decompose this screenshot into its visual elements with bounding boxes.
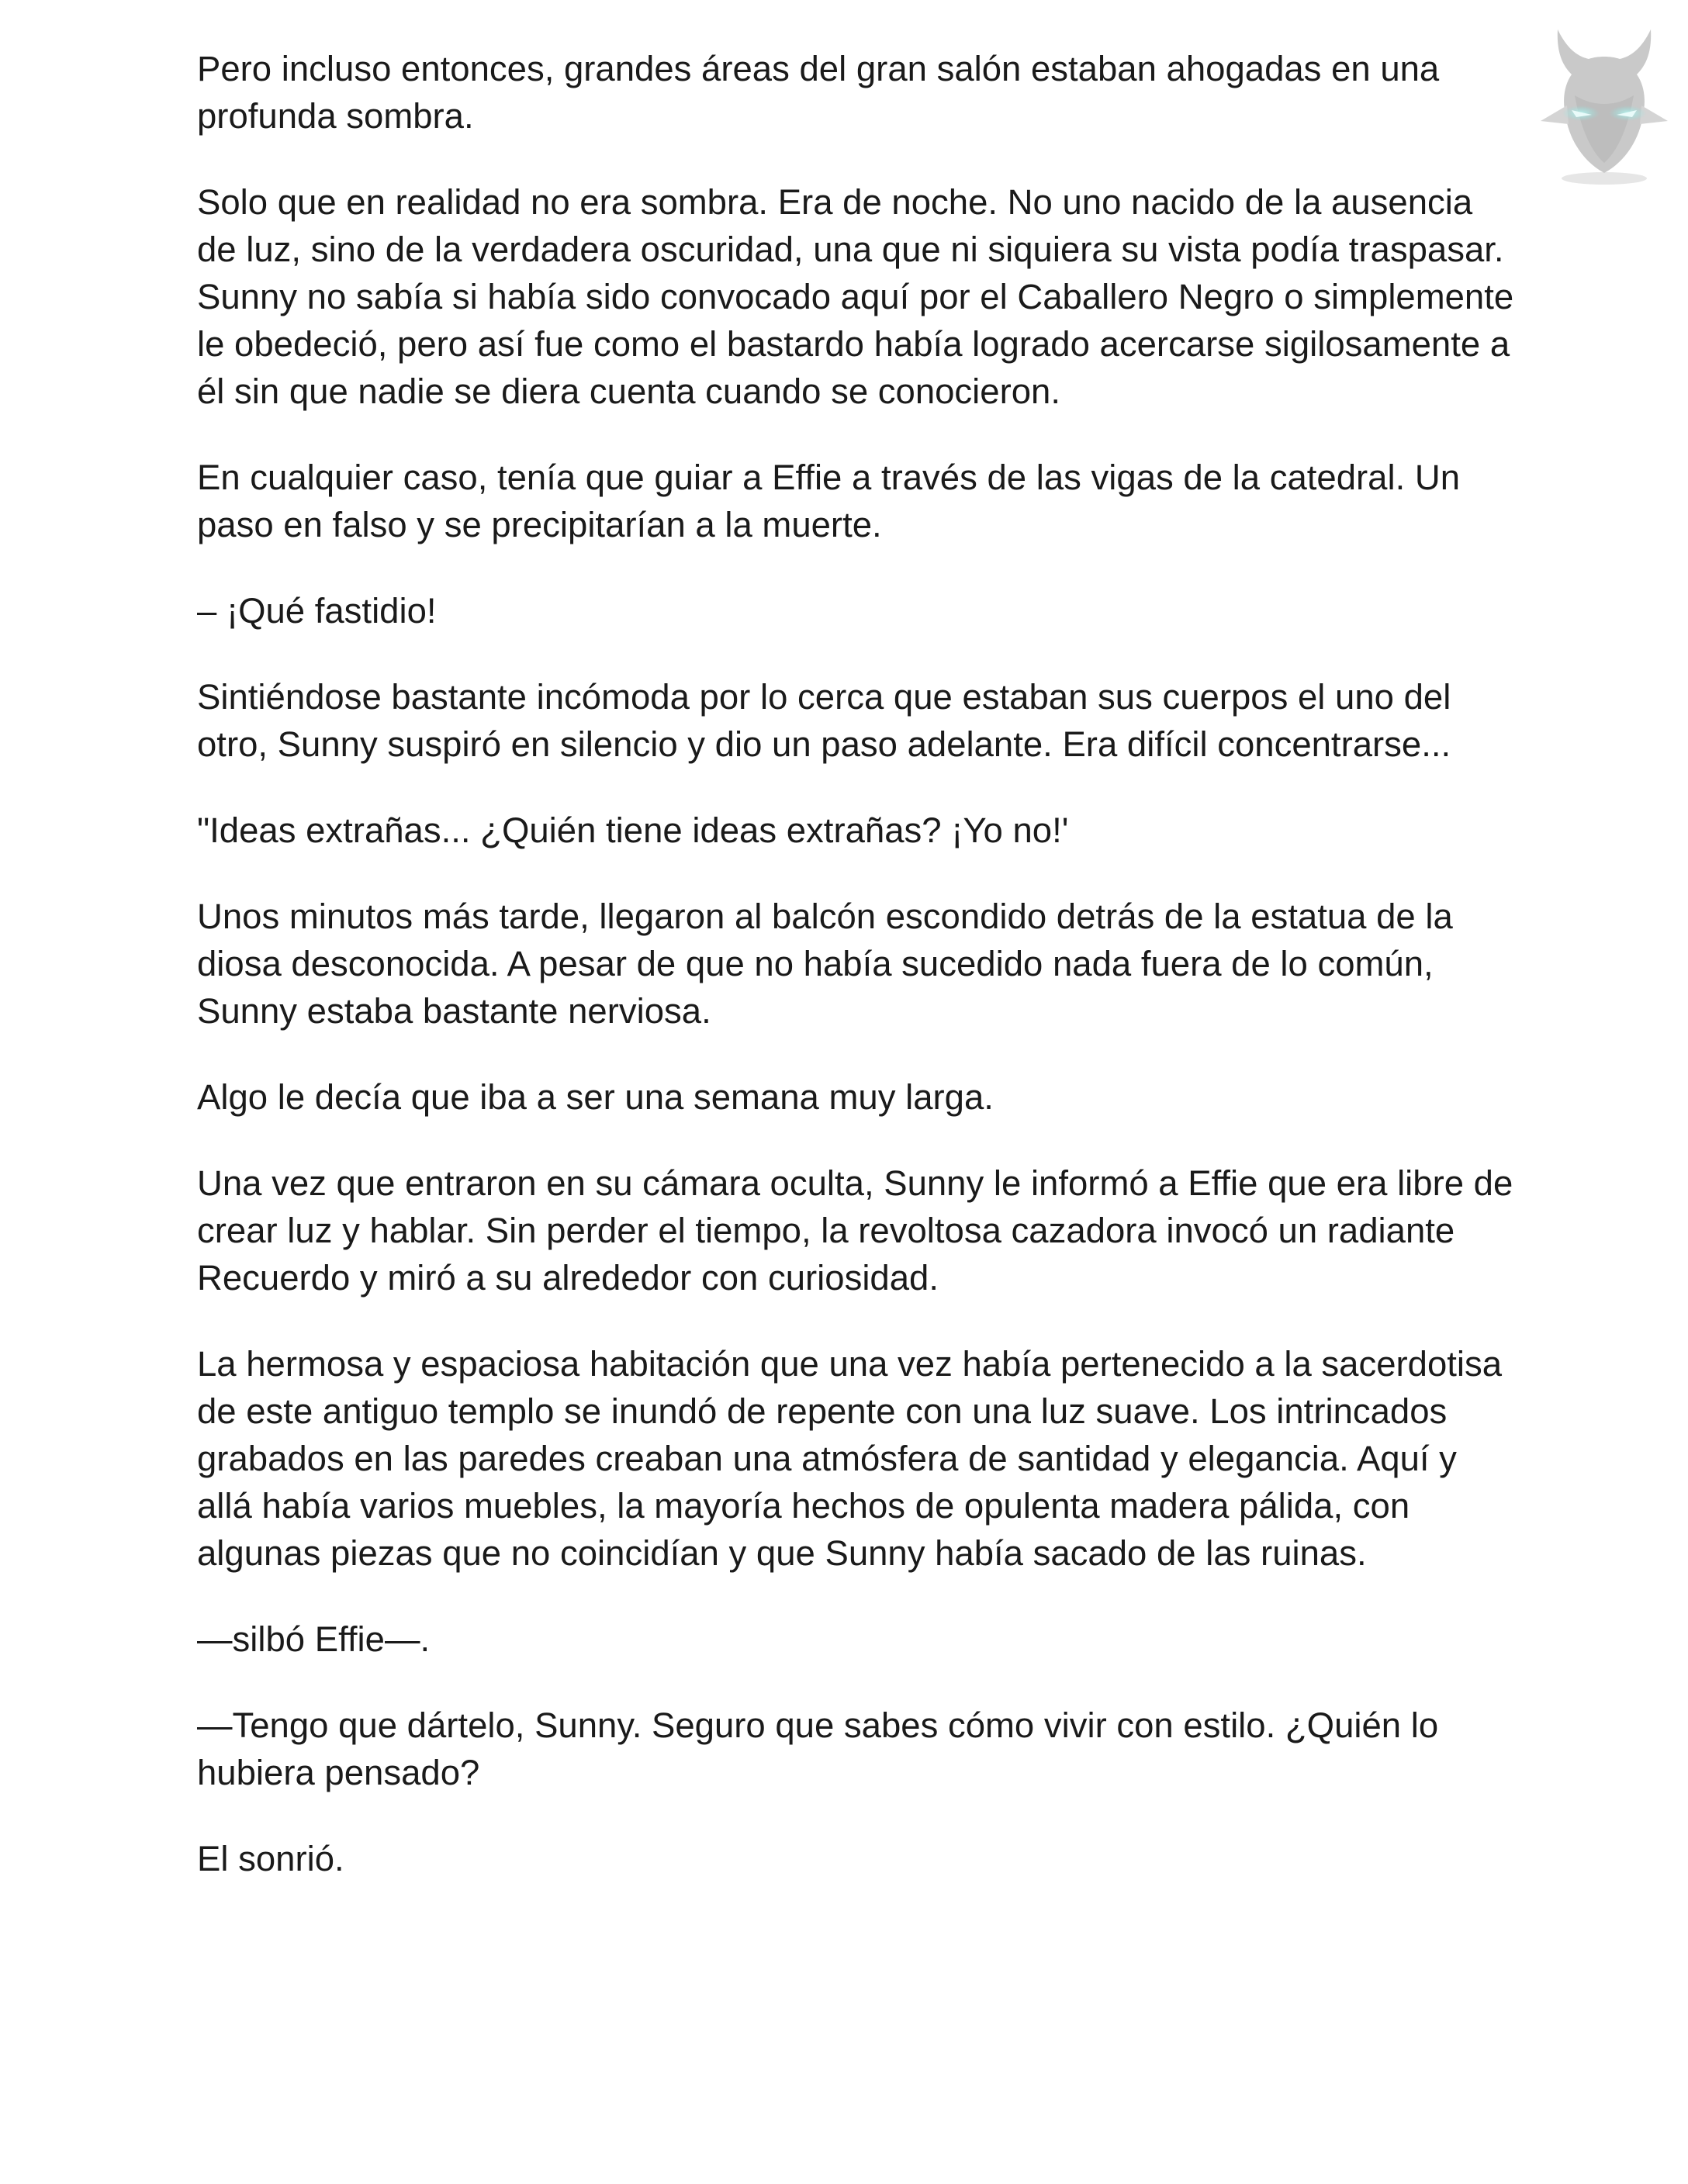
paragraph-10: La hermosa y espaciosa habitación que una vez había pertenecido a la sacerdotisa de este antiguo templo se inundó de repente con una luz suave. Los intrincados grabados en las paredes creaban una atmósfera de santidad y elegancia. Aquí y allá había varios muebles, la mayoría hechos de opulenta madera pálida, con algunas piezas que no coincidían y que Sunny había sacado de las ruinas. bbox=[197, 1344, 1503, 1573]
paragraph-11: —silbó Effie—. bbox=[197, 1619, 431, 1659]
paragraph-3: En cualquier caso, tenía que guiar a Effie a través de las vigas de la catedral. Un paso en falso y se precipitarían a la muerte. bbox=[197, 458, 1461, 544]
demon-head-icon bbox=[1534, 14, 1674, 188]
paragraph-9: Una vez que entraron en su cámara oculta, Sunny le informó a Effie que era libre de crear luz y hablar. Sin perder el tiempo, la revoltosa cazadora invocó un radiante Recuerdo y miró a su alrededor con curiosidad. bbox=[197, 1163, 1513, 1298]
paragraph-2: Solo que en realidad no era sombra. Era de noche. No uno nacido de la ausencia de luz, sino de la verdadera oscuridad, una que ni siquiera su vista podía traspasar. Sunny no sabía si había sido convocado aquí por el Caballero Negro o simplemente le obedeció, pero así fue como el bastardo había logrado acercarse sigilosamente a él sin que nadie se diera cuenta cuando se conocieron. bbox=[197, 182, 1514, 411]
paragraph-12: —Tengo que dártelo, Sunny. Seguro que sabes cómo vivir con estilo. ¿Quién lo hubiera pensado? bbox=[197, 1705, 1439, 1792]
paragraph-6: "Ideas extrañas... ¿Quién tiene ideas extrañas? ¡Yo no!' bbox=[197, 810, 1069, 850]
paragraph-8: Algo le decía que iba a ser una semana muy larga. bbox=[197, 1077, 994, 1117]
paragraph-1: Pero incluso entonces, grandes áreas del gran salón estaban ahogadas en una profunda sombra. bbox=[197, 49, 1440, 136]
document-body bbox=[197, 45, 1516, 1921]
paragraph-4: – ¡Qué fastidio! bbox=[197, 591, 437, 631]
paragraph-7: Unos minutos más tarde, llegaron al balcón escondido detrás de la estatua de la diosa desconocida. A pesar de que no había sucedido nada fuera de lo común, Sunny estaba bastante nerviosa. bbox=[197, 897, 1453, 1031]
paragraph-13: El sonrió. bbox=[197, 1839, 344, 1878]
paragraph-5: Sintiéndose bastante incómoda por lo cerca que estaban sus cuerpos el uno del otro, Sunny suspiró en silencio y dio un paso adelante. Era difícil concentrarse... bbox=[197, 677, 1451, 764]
